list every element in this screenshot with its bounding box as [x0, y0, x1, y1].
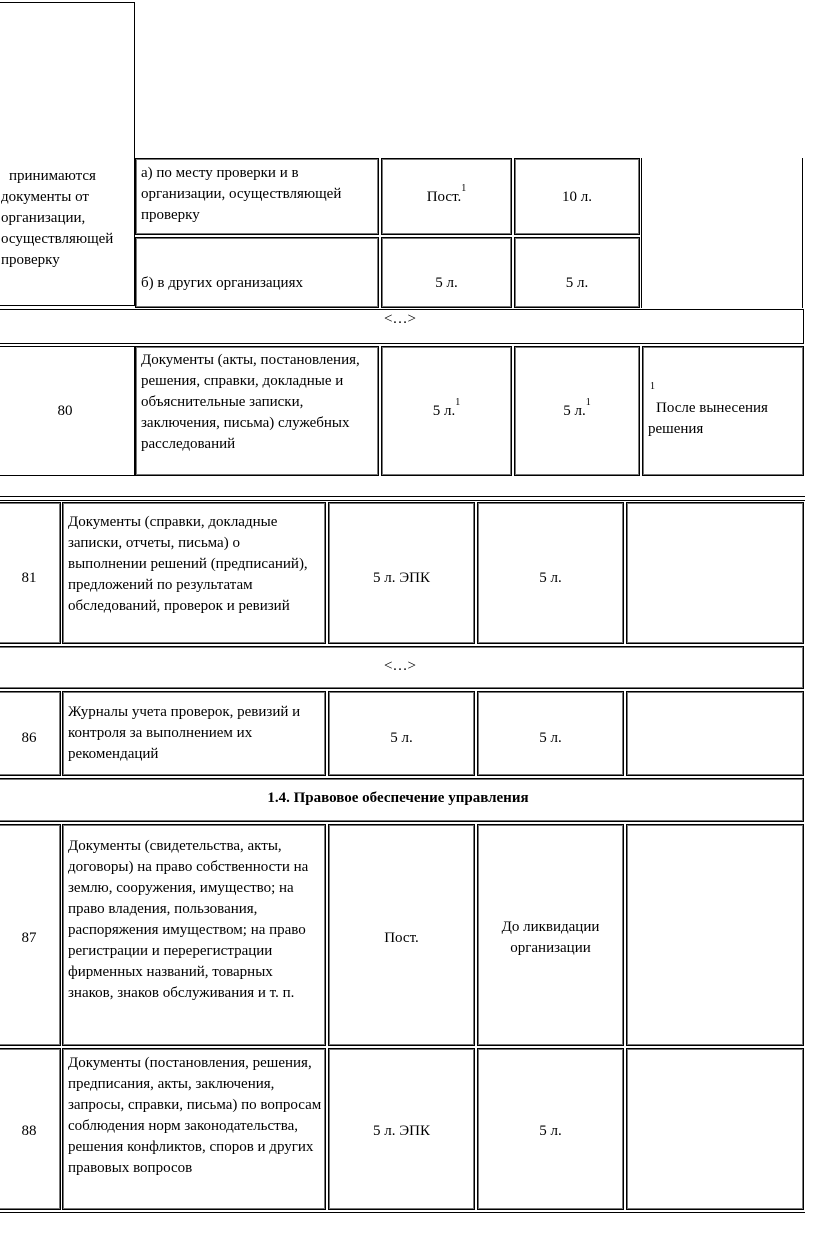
row-b-term2: 5 л. [565, 275, 589, 291]
table-bottom-line [0, 1212, 805, 1213]
row-80-term1: 5 л.$^1$ [432, 397, 461, 419]
row-80-note-mark: 1 [650, 381, 655, 392]
row-87-num: 87 [21, 930, 37, 946]
row-80-text: Документы (акты, постановления, решения, справки, докладные и объяснительные записки, заключения, письма) служебных расследований [141, 352, 360, 452]
row-86-text: Журналы учета проверок, ревизий и контроля за выполнением их рекомендаций [68, 704, 301, 762]
row-86-term1: 5 л. [390, 730, 413, 746]
row-88-note-cell [626, 1048, 804, 1210]
row-b-term1: 5 л. [435, 275, 458, 291]
row-b-text: б) в других организациях [141, 275, 303, 291]
row-86-term2: 5 л. [539, 730, 562, 746]
row-81-term2: 5 л. [539, 570, 562, 586]
row-88-term1: 5 л. ЭПК [373, 1123, 430, 1139]
row-81-text: Документы (справки, докладные записки, отчеты, письма) о выполнении решений (предписаний), предложений по результатам обследований, проверок и ревизий [68, 514, 308, 614]
table-top-line [0, 500, 805, 501]
section-title: 1.4. Правовое обеспечение управления [267, 790, 529, 806]
ellipsis-text: <…> [384, 311, 416, 327]
row-a-term2: 10 л. [562, 189, 592, 205]
row-a-term1: Пост.$^1$ [426, 183, 467, 205]
row-88-text: Документы (постановления, решения, предписания, акты, заключения, запросы, справки, письма) по вопросам соблюдения норм законодательства, решения конфликтов, споров и других правовых вопросов [68, 1055, 322, 1176]
left-merged-cell-text: принимаются документы от организации, осуществляющей проверку [1, 168, 114, 268]
row-87-note-cell [626, 824, 804, 1046]
right-edge-line [802, 158, 803, 308]
row-80-term2: 5 л.$^1$ [563, 397, 591, 419]
row-80-num: 80 [57, 403, 73, 419]
row-81-term1: 5 л. ЭПК [373, 570, 430, 586]
row-87-text: Документы (свидетельства, акты, договоры) на право собственности на землю, сооружения, имущество; на право владения, пользования, распоряжения имуществом; на право регистрации и перерегистрации фирменных названий, товарных знаков, знаков обслуживания и т. п. [68, 838, 309, 1001]
row-a-text: а) по месту проверки и в организации, осуществляющей проверку [141, 165, 342, 223]
row-80-note: После вынесения решения [648, 400, 768, 437]
right-edge-line [641, 158, 642, 308]
row-86-num: 86 [21, 730, 37, 746]
row-81-note-cell [626, 502, 804, 644]
ellipsis-text: <…> [384, 658, 416, 674]
table-top-line [0, 496, 805, 497]
row-86-note-cell [626, 691, 804, 776]
row-88-num: 88 [21, 1123, 37, 1139]
row-88-term2: 5 л. [539, 1123, 562, 1139]
row-87-term1: Пост. [384, 930, 419, 946]
row-87-term2: До ликвидации организации [501, 919, 600, 956]
row-81-num: 81 [21, 570, 37, 586]
